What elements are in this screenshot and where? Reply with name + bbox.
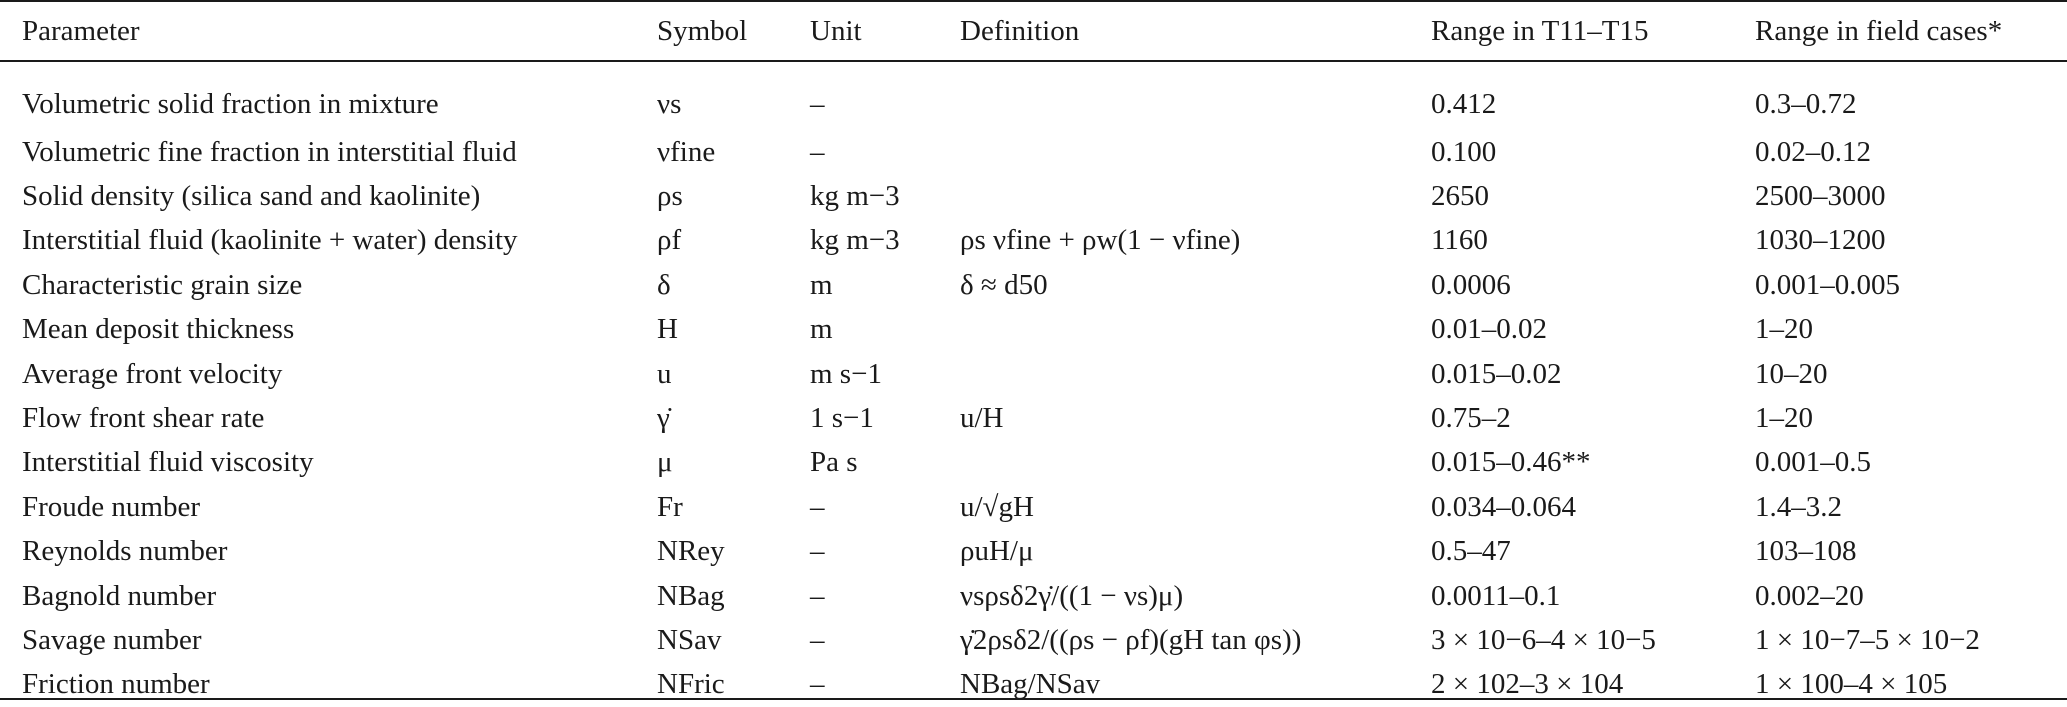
cell-range-lab: 0.0006 — [1431, 268, 1511, 301]
cell-parameter: Bagnold number — [22, 579, 217, 612]
cell-definition: u/√gH — [960, 490, 1034, 523]
cell-range-field: 1–20 — [1755, 313, 1813, 346]
table-row — [0, 530, 2067, 574]
cell-definition: ρs νfine + ρw(1 − νfine) — [960, 224, 1241, 257]
table-row — [0, 663, 2067, 707]
cell-symbol: δ — [657, 268, 671, 301]
cell-range-field: 0.001–0.005 — [1755, 268, 1900, 301]
cell-range-lab: 2650 — [1431, 180, 1489, 213]
cell-parameter: Mean deposit thickness — [22, 313, 295, 346]
cell-symbol: ρs — [657, 180, 683, 213]
cell-definition: νsρsδ2γ̇/((1 − νs)μ) — [960, 579, 1184, 612]
header-parameter: Parameter — [22, 14, 140, 47]
cell-parameter: Friction number — [22, 668, 210, 701]
cell-range-field: 0.02–0.12 — [1755, 135, 1871, 168]
table-body — [0, 62, 2067, 707]
cell-parameter: Interstitial fluid viscosity — [22, 446, 314, 479]
table-row — [0, 441, 2067, 485]
cell-symbol: u — [657, 357, 672, 390]
cell-unit: kg m−3 — [810, 180, 900, 213]
cell-parameter: Reynolds number — [22, 535, 228, 568]
cell-range-lab: 0.01–0.02 — [1431, 313, 1547, 346]
cell-parameter: Froude number — [22, 490, 200, 523]
cell-symbol: ρf — [657, 224, 682, 257]
cell-parameter: Solid density (silica sand and kaolinite) — [22, 180, 481, 213]
cell-symbol: NSav — [657, 623, 722, 656]
cell-range-lab: 1160 — [1431, 224, 1488, 257]
cell-unit: – — [810, 490, 825, 523]
cell-definition — [960, 174, 1431, 218]
cell-unit: – — [810, 668, 825, 701]
header-definition: Definition — [960, 14, 1080, 47]
cell-unit: – — [810, 623, 825, 656]
cell-definition — [960, 130, 1431, 174]
cell-range-field: 1 × 100–4 × 105 — [1755, 668, 1948, 701]
cell-symbol: NFric — [657, 668, 725, 701]
cell-definition: ρuH/μ — [960, 535, 1034, 568]
cell-symbol: H — [657, 313, 678, 346]
table-row — [0, 352, 2067, 396]
cell-definition: δ ≈ d50 — [960, 268, 1048, 301]
cell-range-lab: 0.412 — [1431, 87, 1497, 120]
table-row — [0, 574, 2067, 618]
cell-definition — [960, 62, 1431, 130]
cell-range-field: 1–20 — [1755, 402, 1813, 435]
cell-parameter: Flow front shear rate — [22, 402, 265, 435]
cell-definition — [960, 441, 1431, 485]
cell-symbol: νfine — [657, 135, 716, 168]
cell-range-field: 1 × 10−7–5 × 10−2 — [1755, 623, 1980, 656]
cell-parameter: Characteristic grain size — [22, 268, 303, 301]
table-row — [0, 308, 2067, 352]
table-row — [0, 396, 2067, 440]
table-row — [0, 219, 2067, 263]
cell-range-lab: 0.015–0.02 — [1431, 357, 1562, 390]
cell-definition: NBag/NSav — [960, 668, 1101, 701]
cell-unit: – — [810, 535, 825, 568]
cell-parameter: Average front velocity — [22, 357, 283, 390]
header-range-field: Range in field cases* — [1755, 14, 2003, 47]
cell-range-field: 0.001–0.5 — [1755, 446, 1871, 479]
table-header — [0, 0, 2067, 62]
cell-definition — [960, 308, 1431, 352]
cell-range-lab: 3 × 10−6–4 × 10−5 — [1431, 623, 1656, 656]
cell-range-field: 0.3–0.72 — [1755, 87, 1857, 120]
cell-range-field: 103–108 — [1755, 535, 1857, 568]
cell-parameter: Interstitial fluid (kaolinite + water) density — [22, 224, 518, 257]
cell-unit: kg m−3 — [810, 224, 900, 257]
cell-unit: 1 s−1 — [810, 402, 874, 435]
cell-range-lab: 0.100 — [1431, 135, 1497, 168]
table-row — [0, 62, 2067, 130]
cell-unit: m s−1 — [810, 357, 882, 390]
cell-unit: m — [810, 313, 833, 346]
table-row — [0, 485, 2067, 529]
table-row — [0, 263, 2067, 307]
cell-range-field: 2500–3000 — [1755, 180, 1886, 213]
cell-unit: Pa s — [810, 446, 858, 479]
cell-range-lab: 0.75–2 — [1431, 402, 1511, 435]
table-row — [0, 174, 2067, 218]
cell-range-field: 1030–1200 — [1755, 224, 1886, 257]
cell-definition: u/H — [960, 402, 1004, 435]
cell-symbol: NRey — [657, 535, 725, 568]
cell-symbol: νs — [657, 87, 682, 120]
cell-range-lab: 0.034–0.064 — [1431, 490, 1576, 523]
cell-range-field: 0.002–20 — [1755, 579, 1864, 612]
cell-symbol: μ — [657, 446, 673, 479]
cell-unit: – — [810, 579, 825, 612]
header-range-lab: Range in T11–T15 — [1431, 14, 1649, 47]
cell-range-lab: 0.5–47 — [1431, 535, 1511, 568]
header-symbol: Symbol — [657, 14, 748, 47]
cell-unit: – — [810, 135, 825, 168]
cell-parameter: Savage number — [22, 623, 202, 656]
header-row — [0, 0, 2067, 62]
cell-unit: – — [810, 87, 825, 120]
cell-range-field: 1.4–3.2 — [1755, 490, 1842, 523]
cell-unit: m — [810, 268, 833, 301]
cell-range-lab: 0.0011–0.1 — [1431, 579, 1561, 612]
cell-range-lab: 2 × 102–3 × 104 — [1431, 668, 1624, 701]
table-row — [0, 130, 2067, 174]
cell-definition — [960, 352, 1431, 396]
cell-symbol: Fr — [657, 490, 683, 523]
cell-definition: γ̇2ρsδ2/((ρs − ρf)(gH tan φs)) — [960, 623, 1302, 656]
cell-range-field: 10–20 — [1755, 357, 1828, 390]
cell-symbol: γ̇ — [657, 402, 670, 435]
header-unit: Unit — [810, 14, 862, 47]
cell-parameter: Volumetric solid fraction in mixture — [22, 87, 439, 120]
table-row — [0, 618, 2067, 662]
cell-range-lab: 0.015–0.46** — [1431, 446, 1591, 479]
cell-symbol: NBag — [657, 579, 725, 612]
cell-parameter: Volumetric fine fraction in interstitial fluid — [22, 135, 517, 168]
